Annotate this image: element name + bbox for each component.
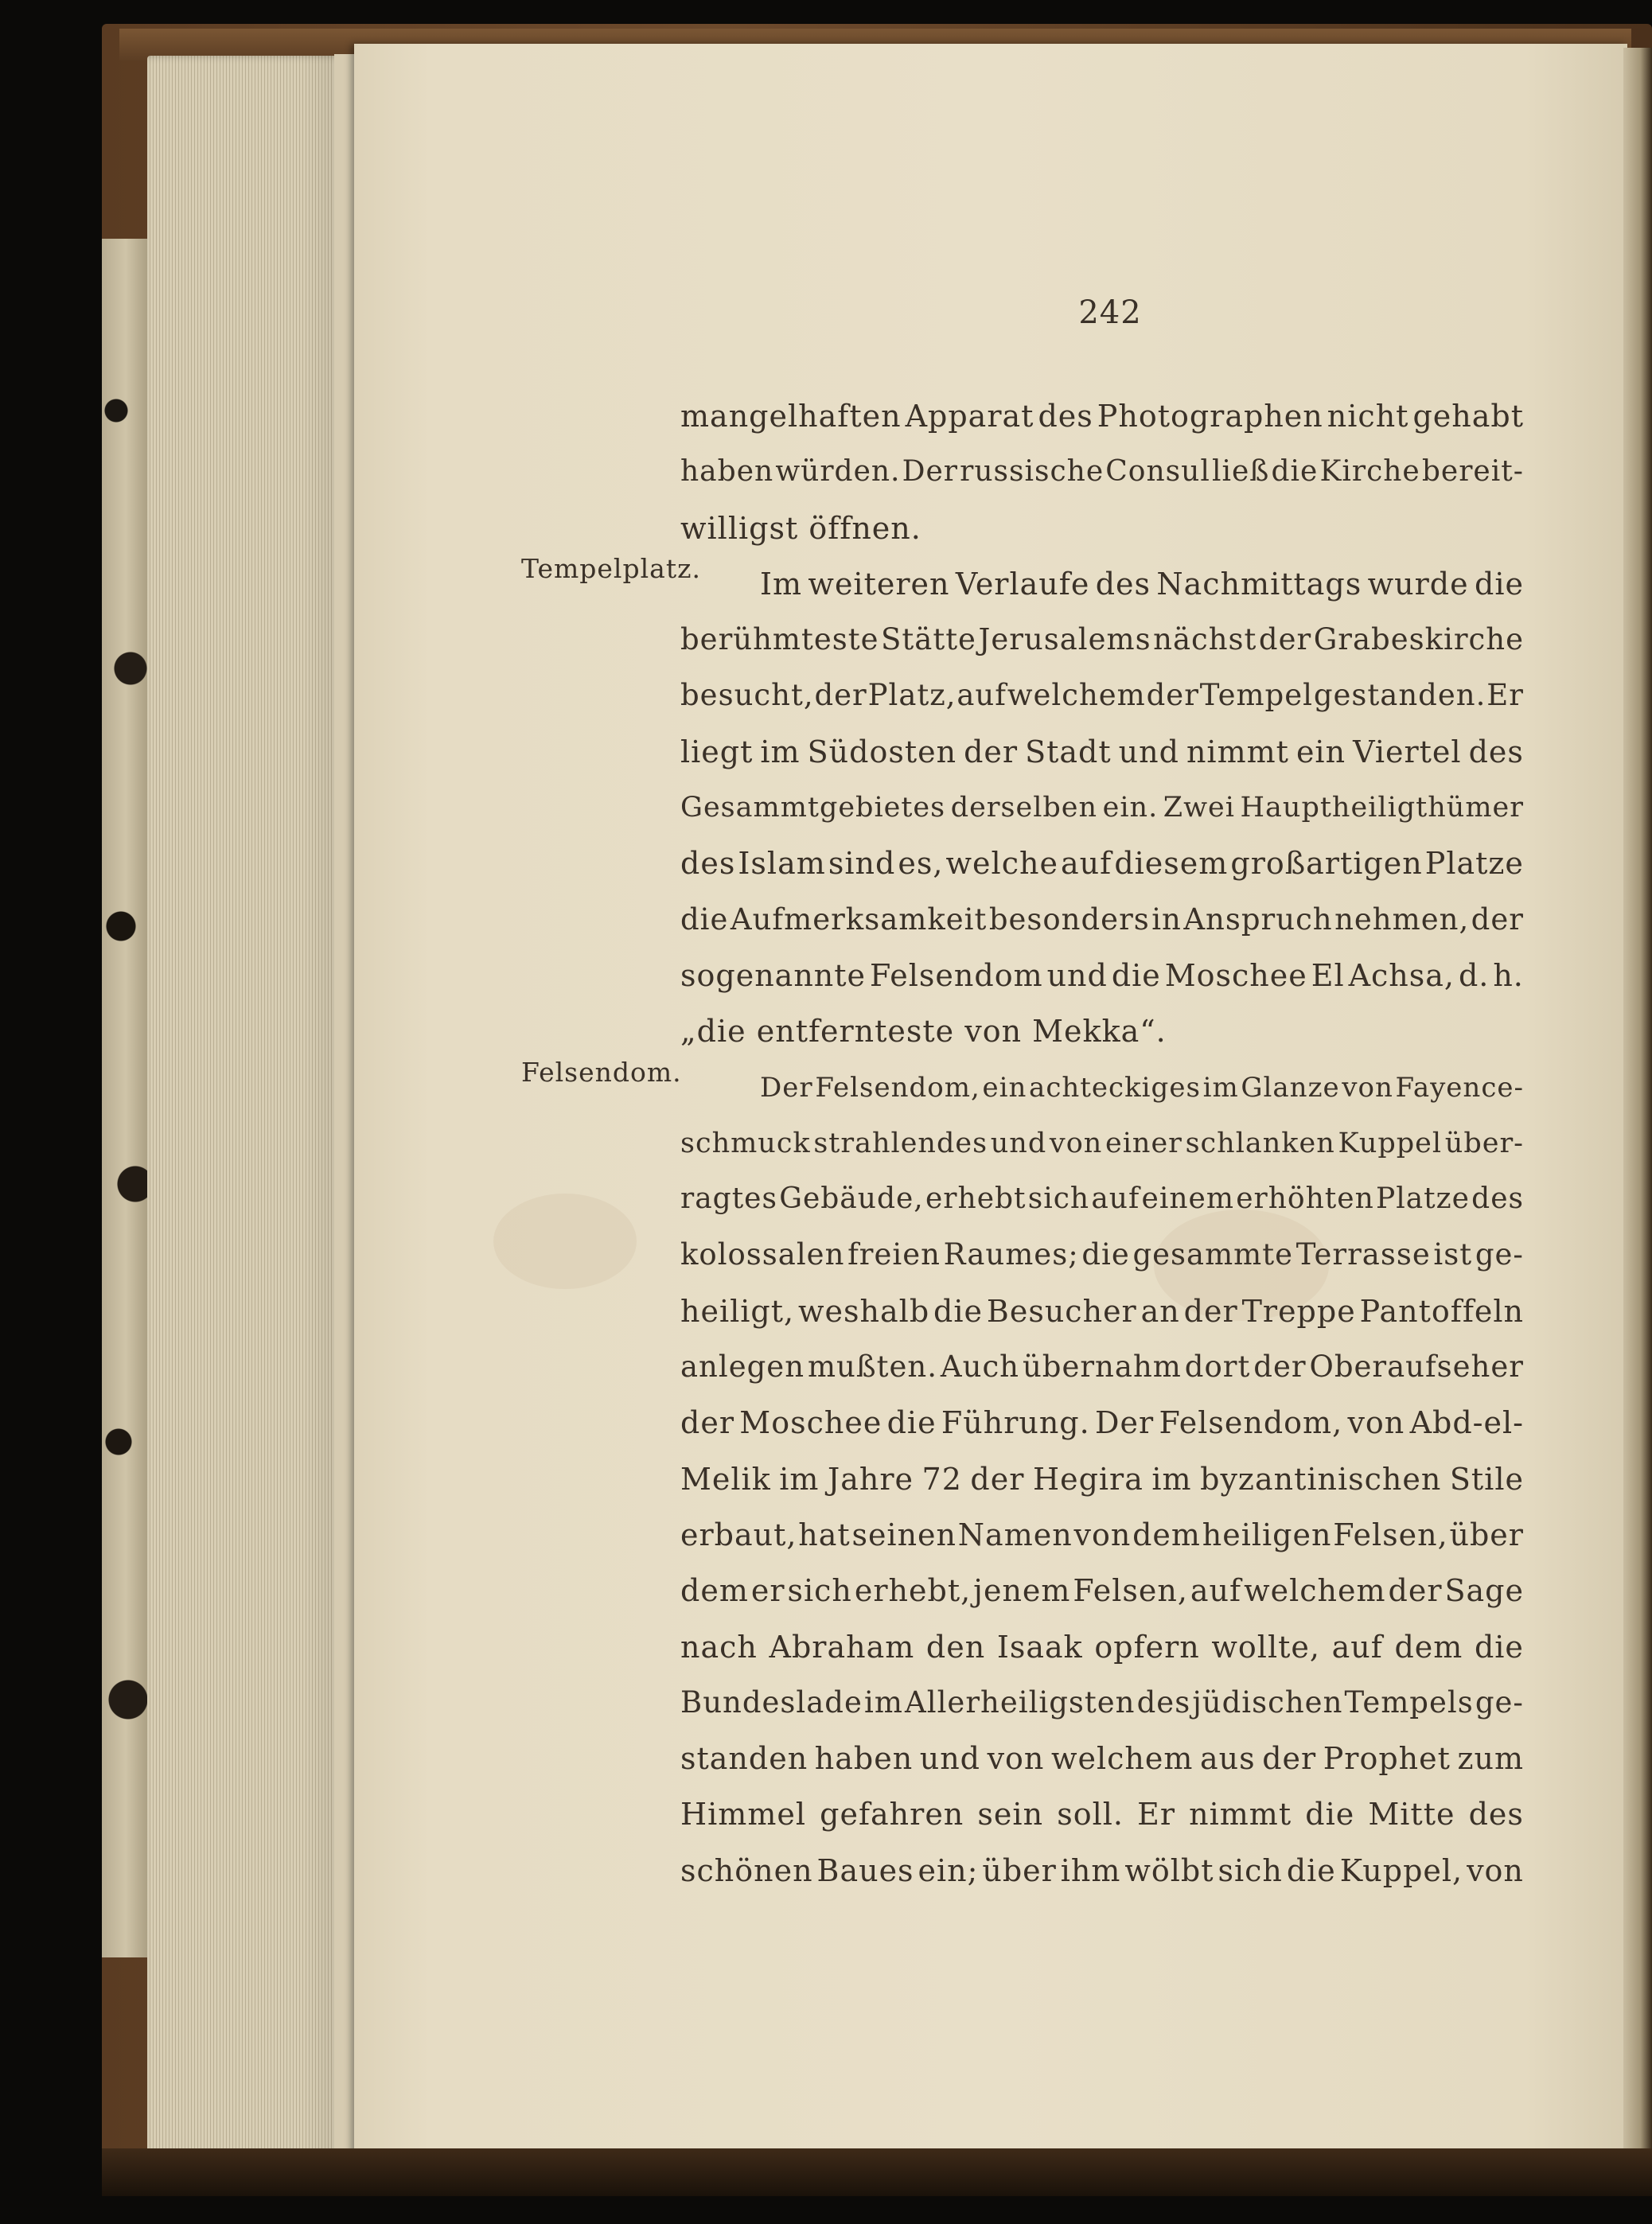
word: die [933,1293,984,1329]
word: erhöhten [1236,1182,1374,1216]
word: Viertel [1353,734,1462,769]
word: nicht [1327,399,1409,434]
text-line [680,1451,1524,1507]
word: Führung. [941,1405,1090,1441]
word: des [1038,399,1093,434]
text-line [680,1619,1524,1675]
word: Baues [816,1852,914,1888]
word: Zwei [1163,792,1235,824]
word: erhebt [925,1182,1027,1216]
line-text [680,892,1524,948]
word: Glanze [1241,1071,1340,1104]
word: Felsendom, [1159,1405,1343,1441]
line-text [680,1451,1524,1507]
word: diesem [1114,846,1229,882]
word: jüdischen [1192,1685,1343,1720]
word: einem [1141,1182,1234,1216]
text-line [680,1003,1524,1059]
word: die [1475,566,1524,602]
word: welchem [1050,1741,1194,1777]
line-text [680,612,1524,668]
word: gesammte [1132,1237,1294,1272]
word: in [1151,902,1182,937]
word: den [925,1629,986,1665]
word: anlegen [680,1350,805,1385]
word: Der [1095,1405,1155,1441]
word: ein. [1102,792,1159,824]
word: übernahm [1022,1350,1182,1385]
word: Fayence- [1395,1071,1524,1104]
word: schlanken [1185,1127,1335,1159]
text-line [680,1675,1524,1731]
word: von [1467,1852,1524,1888]
word: Grabeskirche [1313,622,1524,657]
word: im [864,1685,903,1720]
word: Hegira [1032,1461,1144,1497]
word: bereit- [1421,455,1524,489]
word: Der [760,1071,813,1104]
word: Stadt [1025,734,1112,769]
word: Jerusalems [978,622,1151,657]
text-line [680,1171,1524,1227]
word: standen [680,1741,808,1777]
word: Tempel [1199,678,1313,713]
word: sind [828,846,896,882]
word: Der [902,455,959,489]
word: heiligen [1202,1517,1332,1552]
word: der [680,1405,734,1441]
word: Verlaufe [955,566,1090,602]
line-text [680,1843,1524,1899]
word: des [1471,1182,1524,1216]
word: besonders [988,902,1150,937]
word: des [1136,1685,1191,1720]
word: Jahre [827,1461,914,1497]
word: Felsendom, [815,1071,980,1104]
word: Consul [1105,455,1210,489]
word: ein; [918,1852,979,1888]
text-line [680,556,1524,612]
word: jenem [973,1573,1071,1609]
word: der [1253,1350,1307,1385]
word: Er [1486,678,1524,713]
text-line [680,1339,1524,1395]
word: des [1468,734,1524,769]
word: von [1347,1405,1405,1441]
word: weshalb [798,1293,930,1329]
word: dem [680,1573,749,1609]
word: von [1342,1071,1393,1104]
word: die [1081,1237,1130,1272]
word: d. [1458,957,1490,993]
word: die [1111,957,1161,993]
next-page-edge [1623,48,1652,2164]
line-text [680,1395,1524,1451]
text-line [680,892,1524,948]
word: weiteren [808,566,950,602]
word: die [1286,1852,1336,1888]
word: Namen [957,1517,1073,1552]
word: auf [1190,1573,1242,1609]
page-number: 242 [1078,294,1142,331]
word: Mitte [1368,1797,1455,1833]
word: Kirche [1319,455,1420,489]
word: Auch [940,1350,1020,1385]
word: erhebt, [854,1573,972,1609]
word: im [779,1461,820,1497]
word: von [987,1741,1045,1777]
word: Treppe [1241,1293,1356,1329]
text-line [680,1786,1524,1842]
word: erbaut, [680,1517,797,1552]
word: auf [1061,846,1112,882]
word: Gesammtgebietes [680,792,946,824]
word: Moschee [739,1405,882,1441]
word: der [1388,1573,1443,1609]
book-bottom-board [102,2148,1652,2196]
text-line [680,948,1524,1003]
word: ein [982,1071,1027,1104]
word: Nachmittags [1156,566,1362,602]
word: auf [1091,1182,1140,1216]
word: byzantinischen [1200,1461,1442,1497]
word: Südosten [807,734,957,769]
line-text [760,1060,1524,1116]
word: Bundeslade [680,1685,863,1720]
word: einer [1105,1127,1183,1159]
marbled-edge [102,239,150,1957]
word: haben [680,455,774,489]
word: nimmt [1186,734,1289,769]
line-text [680,1619,1524,1675]
line-text [680,780,1524,835]
word: Kuppel, [1339,1852,1463,1888]
word: mußten. [807,1350,937,1385]
line-text [680,444,1524,500]
word: derselben [950,792,1098,824]
word: mangelhaften [680,399,902,434]
word: die [680,902,729,937]
word: freien [847,1237,941,1272]
text-line [680,388,1524,444]
text-line [680,1563,1524,1618]
word: auf [1331,1629,1383,1665]
word: Gebäude, [779,1182,924,1216]
word: an [1140,1293,1180,1329]
word: Himmel [680,1797,806,1833]
word: der [1471,902,1524,937]
word: schönen [680,1852,813,1888]
word: er [750,1573,785,1609]
word: welchem [1007,678,1146,713]
word: Tempels [1344,1685,1474,1720]
word: wölbt [1124,1852,1214,1888]
word: zum [1457,1741,1524,1777]
word: die [886,1405,937,1441]
line-text [680,668,1524,723]
line-text [680,948,1524,1003]
word: großartigen [1230,846,1423,882]
word: Hauptheiligthümer [1240,792,1524,824]
line-text [680,1339,1524,1395]
word: die [1305,1797,1355,1833]
word: ge- [1475,1237,1524,1272]
text-line [680,724,1524,780]
word: Allerheiligsten [905,1685,1136,1720]
paper-stain [493,1194,637,1289]
word: sein [977,1797,1044,1833]
text-line [680,1060,1524,1116]
word: über [1449,1517,1524,1552]
word: Besucher [986,1293,1137,1329]
text-line [680,1843,1524,1899]
word: im [760,734,801,769]
word: schmuck [680,1127,811,1159]
word: Er [1137,1797,1175,1833]
word: Terrasse [1295,1237,1431,1272]
word: des [1468,1797,1524,1833]
word: heiligt, [680,1293,795,1329]
word: hat [798,1517,851,1552]
word: dort [1184,1350,1251,1385]
word: Islam [738,846,826,882]
word: Abd-el- [1409,1405,1524,1441]
word: Prophet [1323,1741,1451,1777]
word: sich [1218,1852,1283,1888]
line-text [680,1563,1524,1618]
word: Stätte [881,622,976,657]
word: Kuppel [1338,1127,1443,1159]
word: Abraham [769,1629,915,1665]
word: der [970,1461,1025,1497]
line-text [680,835,1524,891]
body-text [680,388,1524,1899]
word: ragtes [680,1182,777,1216]
word: nimmt [1189,1797,1292,1833]
text-line [680,1116,1524,1171]
line-text [680,388,1524,444]
text-line [680,444,1524,500]
word: liegt [680,734,754,769]
word: Aufmerksamkeit [730,902,988,937]
word: h. [1493,957,1524,993]
line-text [680,1675,1524,1731]
word: strahlendes [813,1127,988,1159]
word: El [1311,957,1345,993]
word: auf [957,678,1007,713]
word: der [964,734,1019,769]
word: soll. [1057,1797,1124,1833]
word: seinen [851,1517,957,1552]
word: des [1095,566,1151,602]
word: Platze [1375,1182,1470,1216]
word: über [982,1852,1057,1888]
word: sogenannte [680,957,867,993]
line-text [680,724,1524,780]
margin-note-tempelplatz: Tempelplatz. [521,553,701,584]
word: ihm [1060,1852,1121,1888]
word: sich [787,1573,852,1609]
word: Anspruch [1183,902,1333,937]
word: ge- [1475,1685,1524,1720]
line-text [760,556,1524,612]
word: Isaak [996,1629,1083,1665]
word: haben [814,1741,914,1777]
word: Felsen, [1333,1517,1448,1552]
word: und [1046,957,1108,993]
text-line [680,1283,1524,1339]
word: der [814,678,867,713]
word: Photographen [1097,399,1323,434]
word: des [680,846,736,882]
word: nach [680,1629,758,1665]
word: nehmen, [1334,902,1470,937]
word: Platze [1424,846,1524,882]
text-line [680,612,1524,668]
word: von [1073,1517,1132,1552]
line-text [680,1731,1524,1786]
word: welchem [1244,1573,1386,1609]
word: wollte, [1211,1629,1320,1665]
word: Apparat [905,399,1034,434]
text-line [680,1227,1524,1283]
word: Melik [680,1461,771,1497]
word: ließ [1211,455,1270,489]
word: Achsa, [1348,957,1455,993]
text-line [680,1507,1524,1563]
word: der [1262,1741,1317,1777]
word: Pantoffeln [1359,1293,1524,1329]
word: dem [1132,1517,1201,1552]
word: wurde [1367,566,1469,602]
word: es, [898,846,944,882]
word: gefahren [820,1797,964,1833]
word: Raumes; [943,1237,1079,1272]
word: besucht, [680,678,814,713]
word: nächst [1153,622,1257,657]
word: russische [960,455,1105,489]
word: der [1146,678,1199,713]
word: die [1271,455,1319,489]
word: Platz, [867,678,957,713]
word: die [1474,1629,1524,1665]
word: im [1202,1071,1239,1104]
word: 72 [921,1461,962,1497]
word: Felsendom [869,957,1043,993]
word: sich [1027,1182,1090,1216]
word: und [1118,734,1179,769]
word: achteckiges [1029,1071,1201,1104]
text-line [680,1731,1524,1786]
line-text [680,1171,1524,1227]
word: welche [945,846,1058,882]
word: ein [1295,734,1346,769]
word: und [990,1127,1047,1159]
word: opfern [1094,1629,1200,1665]
text-line [680,668,1524,723]
text-line [680,500,1524,556]
word: würden. [775,455,901,489]
line-text: willigst öffnen. [680,510,921,546]
text-line [680,780,1524,835]
margin-note-felsendom: Felsendom. [521,1057,682,1088]
word: Oberaufseher [1309,1350,1524,1385]
word: ist [1433,1237,1473,1272]
word: kolossalen [680,1237,845,1272]
text-line [680,1395,1524,1451]
word: Felsen, [1073,1573,1188,1609]
word: Stile [1449,1461,1524,1497]
line-text [680,1227,1524,1283]
word: im [1151,1461,1192,1497]
line-text [680,1116,1524,1171]
word: Sage [1444,1573,1524,1609]
line-text [680,1786,1524,1842]
word: von [1049,1127,1103,1159]
text-line [680,835,1524,891]
word: der [1183,1293,1238,1329]
word: Moschee [1164,957,1307,993]
word: über- [1444,1127,1524,1159]
word: und [919,1741,981,1777]
line-text: „die entfernteste von Mekka“. [680,1014,1167,1050]
word: gestanden. [1313,678,1486,713]
word: berühmteste [680,622,879,657]
line-text [680,1283,1524,1339]
line-text [680,1507,1524,1563]
word: gehabt [1412,399,1524,434]
word: der [1258,622,1312,657]
word: aus [1199,1741,1256,1777]
word: dem [1394,1629,1463,1665]
word: Im [760,566,803,602]
